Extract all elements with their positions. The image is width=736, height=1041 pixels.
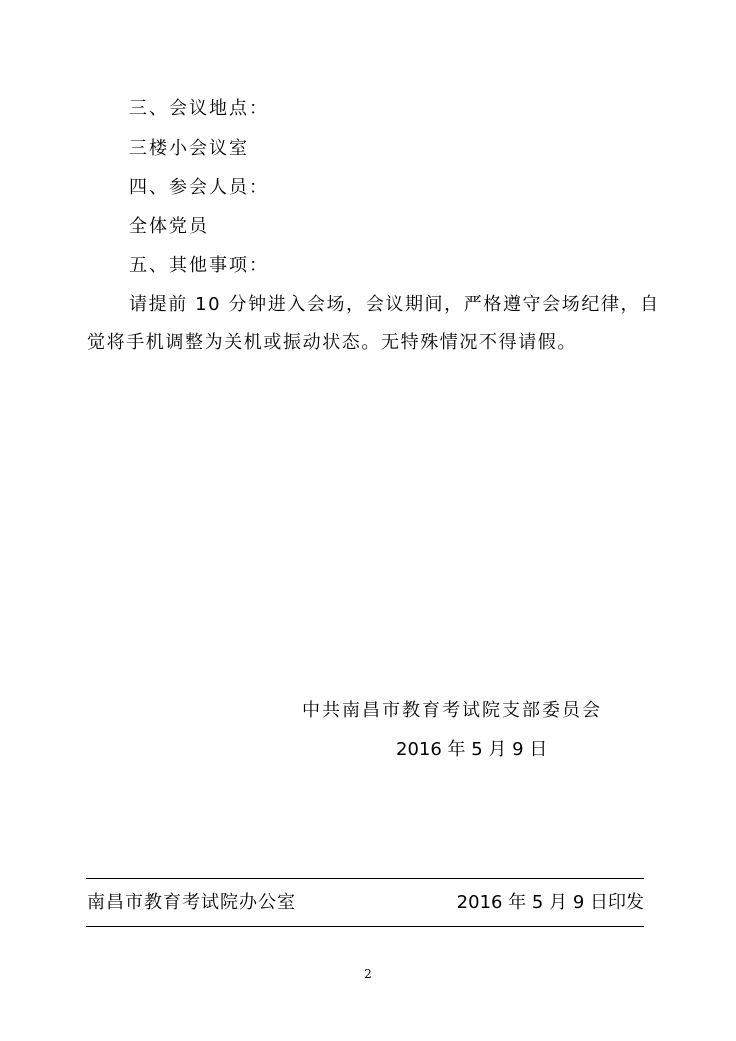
- footer-issuer: 南昌市教育考试院办公室: [87, 892, 296, 913]
- page-number: 2: [364, 967, 372, 981]
- section-5-paragraph-line-1: 请提前 10 分钟进入会场，会议期间，严格遵守会场纪律，自: [129, 294, 660, 315]
- section-5-paragraph-line-2: 觉将手机调整为关机或振动状态。无特殊情况不得请假。: [87, 332, 577, 353]
- footer-top-rule: [86, 878, 644, 879]
- section-5-heading: 五、其他事项：: [129, 255, 269, 276]
- footer-bottom-rule: [86, 926, 644, 927]
- section-3-heading: 三、会议地点：: [129, 98, 269, 119]
- signature-organization: 中共南昌市教育考试院支部委员会: [302, 700, 602, 721]
- signature-date: 2016 年 5 月 9 日: [396, 739, 548, 760]
- section-4-content: 全体党员: [129, 216, 209, 237]
- section-3-content: 三楼小会议室: [129, 138, 249, 159]
- footer-issue-date: 2016 年 5 月 9 日印发: [456, 892, 644, 913]
- section-4-heading: 四、参会人员：: [129, 177, 269, 198]
